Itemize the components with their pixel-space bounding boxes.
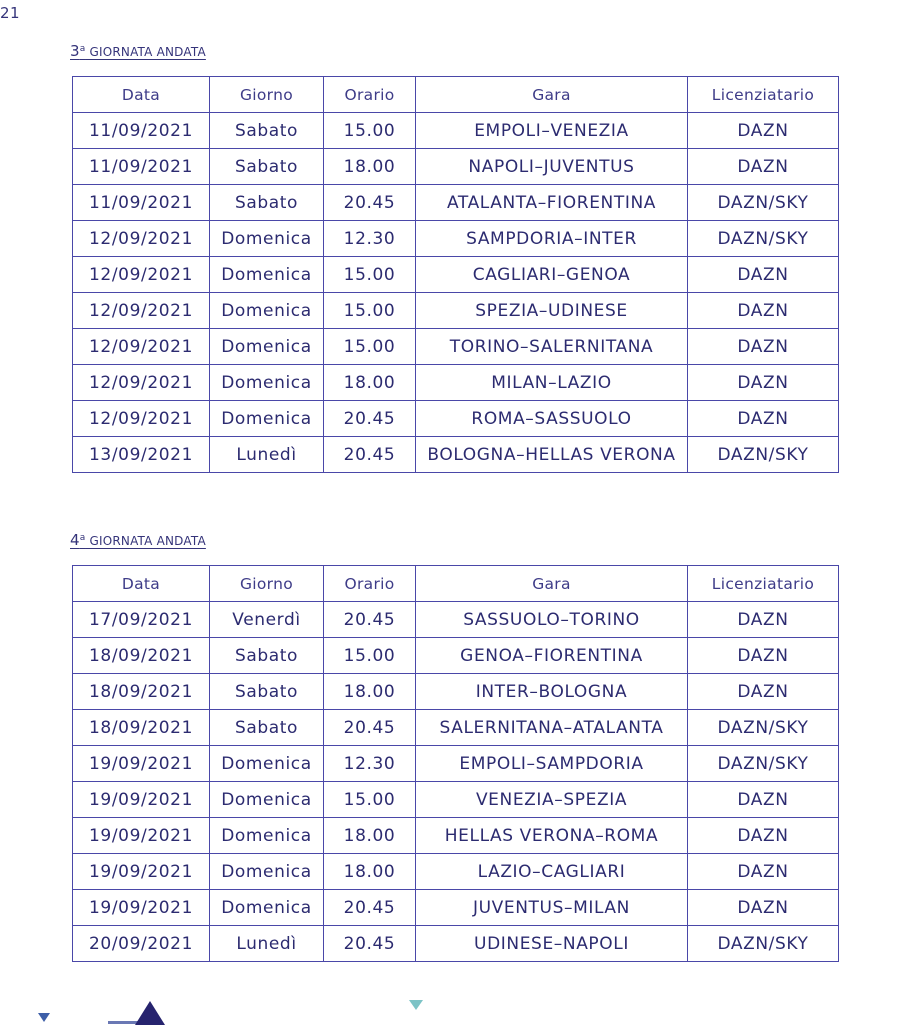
cell-date: 13/09/2021 [73,437,210,473]
cell-match: JUVENTUS–MILAN [416,890,688,926]
cell-date: 11/09/2021 [73,185,210,221]
table-row [73,293,839,329]
cell-day: Domenica [210,818,324,854]
cell-date: 12/09/2021 [73,221,210,257]
cell-broadcaster: DAZN [688,782,839,818]
cell-match: SPEZIA–UDINESE [416,293,688,329]
cell-date: 12/09/2021 [73,293,210,329]
table-row [73,602,839,638]
table-body [73,113,839,473]
cell-match: INTER–BOLOGNA [416,674,688,710]
cell-date: 18/09/2021 [73,638,210,674]
cell-day: Sabato [210,185,324,221]
cell-day: Domenica [210,890,324,926]
cell-time: 12.30 [324,746,416,782]
cell-broadcaster: DAZN [688,257,839,293]
cell-date: 12/09/2021 [73,257,210,293]
column-header-date: Data [73,566,210,602]
cell-time: 15.00 [324,293,416,329]
cell-broadcaster: DAZN [688,365,839,401]
cell-broadcaster: DAZN [688,113,839,149]
cell-time: 20.45 [324,437,416,473]
cell-match: ROMA–SASSUOLO [416,401,688,437]
cell-day: Domenica [210,329,324,365]
cell-time: 15.00 [324,113,416,149]
table-row [73,365,839,401]
table-row [73,674,839,710]
cell-match: NAPOLI–JUVENTUS [416,149,688,185]
cell-broadcaster: DAZN [688,818,839,854]
column-header-day: Giorno [210,566,324,602]
cell-match: EMPOLI–SAMPDORIA [416,746,688,782]
cell-broadcaster: DAZN [688,149,839,185]
cell-broadcaster: DAZN/SKY [688,185,839,221]
column-header-time: Orario [324,566,416,602]
cell-time: 15.00 [324,329,416,365]
table-header-row [73,566,839,602]
cell-date: 19/09/2021 [73,890,210,926]
cell-match: SALERNITANA–ATALANTA [416,710,688,746]
table-row [73,257,839,293]
cell-match: EMPOLI–VENEZIA [416,113,688,149]
cell-match: UDINESE–NAPOLI [416,926,688,962]
table-row [73,638,839,674]
cell-time: 20.45 [324,710,416,746]
cell-match: ATALANTA–FIORENTINA [416,185,688,221]
cell-broadcaster: DAZN [688,638,839,674]
cell-broadcaster: DAZN [688,602,839,638]
cell-broadcaster: DAZN [688,293,839,329]
cell-broadcaster: DAZN/SKY [688,926,839,962]
column-header-match: Gara [416,566,688,602]
column-header-day: Giorno [210,77,324,113]
cell-match: CAGLIARI–GENOA [416,257,688,293]
table-row [73,329,839,365]
section-title-text: GIORNATA ANDATA [85,534,206,548]
table-row [73,113,839,149]
cell-day: Domenica [210,746,324,782]
cell-broadcaster: DAZN [688,401,839,437]
section-title-number: 4 [70,531,80,549]
cell-match: BOLOGNA–HELLAS VERONA [416,437,688,473]
cell-broadcaster: DAZN [688,854,839,890]
cell-broadcaster: DAZN/SKY [688,221,839,257]
cell-time: 20.45 [324,185,416,221]
cell-time: 15.00 [324,638,416,674]
table-row [73,437,839,473]
cell-date: 19/09/2021 [73,818,210,854]
cell-time: 20.45 [324,890,416,926]
cell-day: Domenica [210,293,324,329]
cell-match: HELLAS VERONA–ROMA [416,818,688,854]
cell-time: 15.00 [324,782,416,818]
cell-match: TORINO–SALERNITANA [416,329,688,365]
section-title-text: GIORNATA ANDATA [85,45,206,59]
table-row [73,818,839,854]
cell-time: 20.45 [324,602,416,638]
cell-date: 17/09/2021 [73,602,210,638]
column-header-time: Orario [324,77,416,113]
cell-time: 20.45 [324,926,416,962]
cell-day: Lunedì [210,926,324,962]
section-title-4a-giornata [70,531,206,549]
cell-day: Domenica [210,221,324,257]
column-header-broadcaster: Licenziatario [688,566,839,602]
table-row [73,149,839,185]
cell-broadcaster: DAZN [688,890,839,926]
cell-day: Venerdì [210,602,324,638]
cell-time: 20.45 [324,401,416,437]
column-header-broadcaster: Licenziatario [688,77,839,113]
table-row [73,890,839,926]
cell-broadcaster: DAZN [688,674,839,710]
cell-time: 18.00 [324,365,416,401]
cell-date: 19/09/2021 [73,746,210,782]
cell-date: 20/09/2021 [73,926,210,962]
table-body [73,602,839,962]
cell-day: Sabato [210,113,324,149]
table-row [73,401,839,437]
cell-broadcaster: DAZN [688,329,839,365]
page-number: 21 [0,4,21,22]
table-row [73,710,839,746]
cell-date: 19/09/2021 [73,854,210,890]
cell-time: 18.00 [324,854,416,890]
table-row [73,746,839,782]
deco-teal-triangle-icon [409,1000,423,1010]
cell-day: Domenica [210,257,324,293]
cell-match: MILAN–LAZIO [416,365,688,401]
cell-day: Domenica [210,365,324,401]
cell-day: Sabato [210,638,324,674]
section-title-ordinal: a [79,44,86,54]
cell-time: 15.00 [324,257,416,293]
table-row [73,185,839,221]
cell-day: Lunedì [210,437,324,473]
cell-date: 12/09/2021 [73,329,210,365]
cell-date: 11/09/2021 [73,113,210,149]
section-title-ordinal: a [79,533,86,543]
column-header-date: Data [73,77,210,113]
cell-date: 18/09/2021 [73,674,210,710]
cell-day: Domenica [210,782,324,818]
table-row [73,221,839,257]
cell-match: SAMPDORIA–INTER [416,221,688,257]
cell-match: SASSUOLO–TORINO [416,602,688,638]
cell-date: 18/09/2021 [73,710,210,746]
cell-day: Sabato [210,674,324,710]
cell-broadcaster: DAZN/SKY [688,710,839,746]
cell-time: 12.30 [324,221,416,257]
schedule-table-3a-giornata [72,76,839,473]
section-title-number: 3 [70,42,80,60]
cell-day: Sabato [210,710,324,746]
cell-broadcaster: DAZN/SKY [688,437,839,473]
cell-date: 19/09/2021 [73,782,210,818]
cell-time: 18.00 [324,149,416,185]
deco-blue-triangle-icon [38,1013,50,1022]
cell-date: 12/09/2021 [73,401,210,437]
cell-broadcaster: DAZN/SKY [688,746,839,782]
cell-time: 18.00 [324,818,416,854]
section-title-3a-giornata [70,42,206,60]
cell-day: Domenica [210,854,324,890]
cell-date: 12/09/2021 [73,365,210,401]
column-header-match: Gara [416,77,688,113]
cell-day: Sabato [210,149,324,185]
schedule-table-4a-giornata [72,565,839,962]
cell-match: VENEZIA–SPEZIA [416,782,688,818]
table-row [73,926,839,962]
table-row [73,782,839,818]
cell-match: GENOA–FIORENTINA [416,638,688,674]
cell-day: Domenica [210,401,324,437]
cell-time: 18.00 [324,674,416,710]
cell-date: 11/09/2021 [73,149,210,185]
cell-match: LAZIO–CAGLIARI [416,854,688,890]
table-row [73,854,839,890]
deco-navy-triangle-icon [135,1001,165,1025]
table-header-row [73,77,839,113]
